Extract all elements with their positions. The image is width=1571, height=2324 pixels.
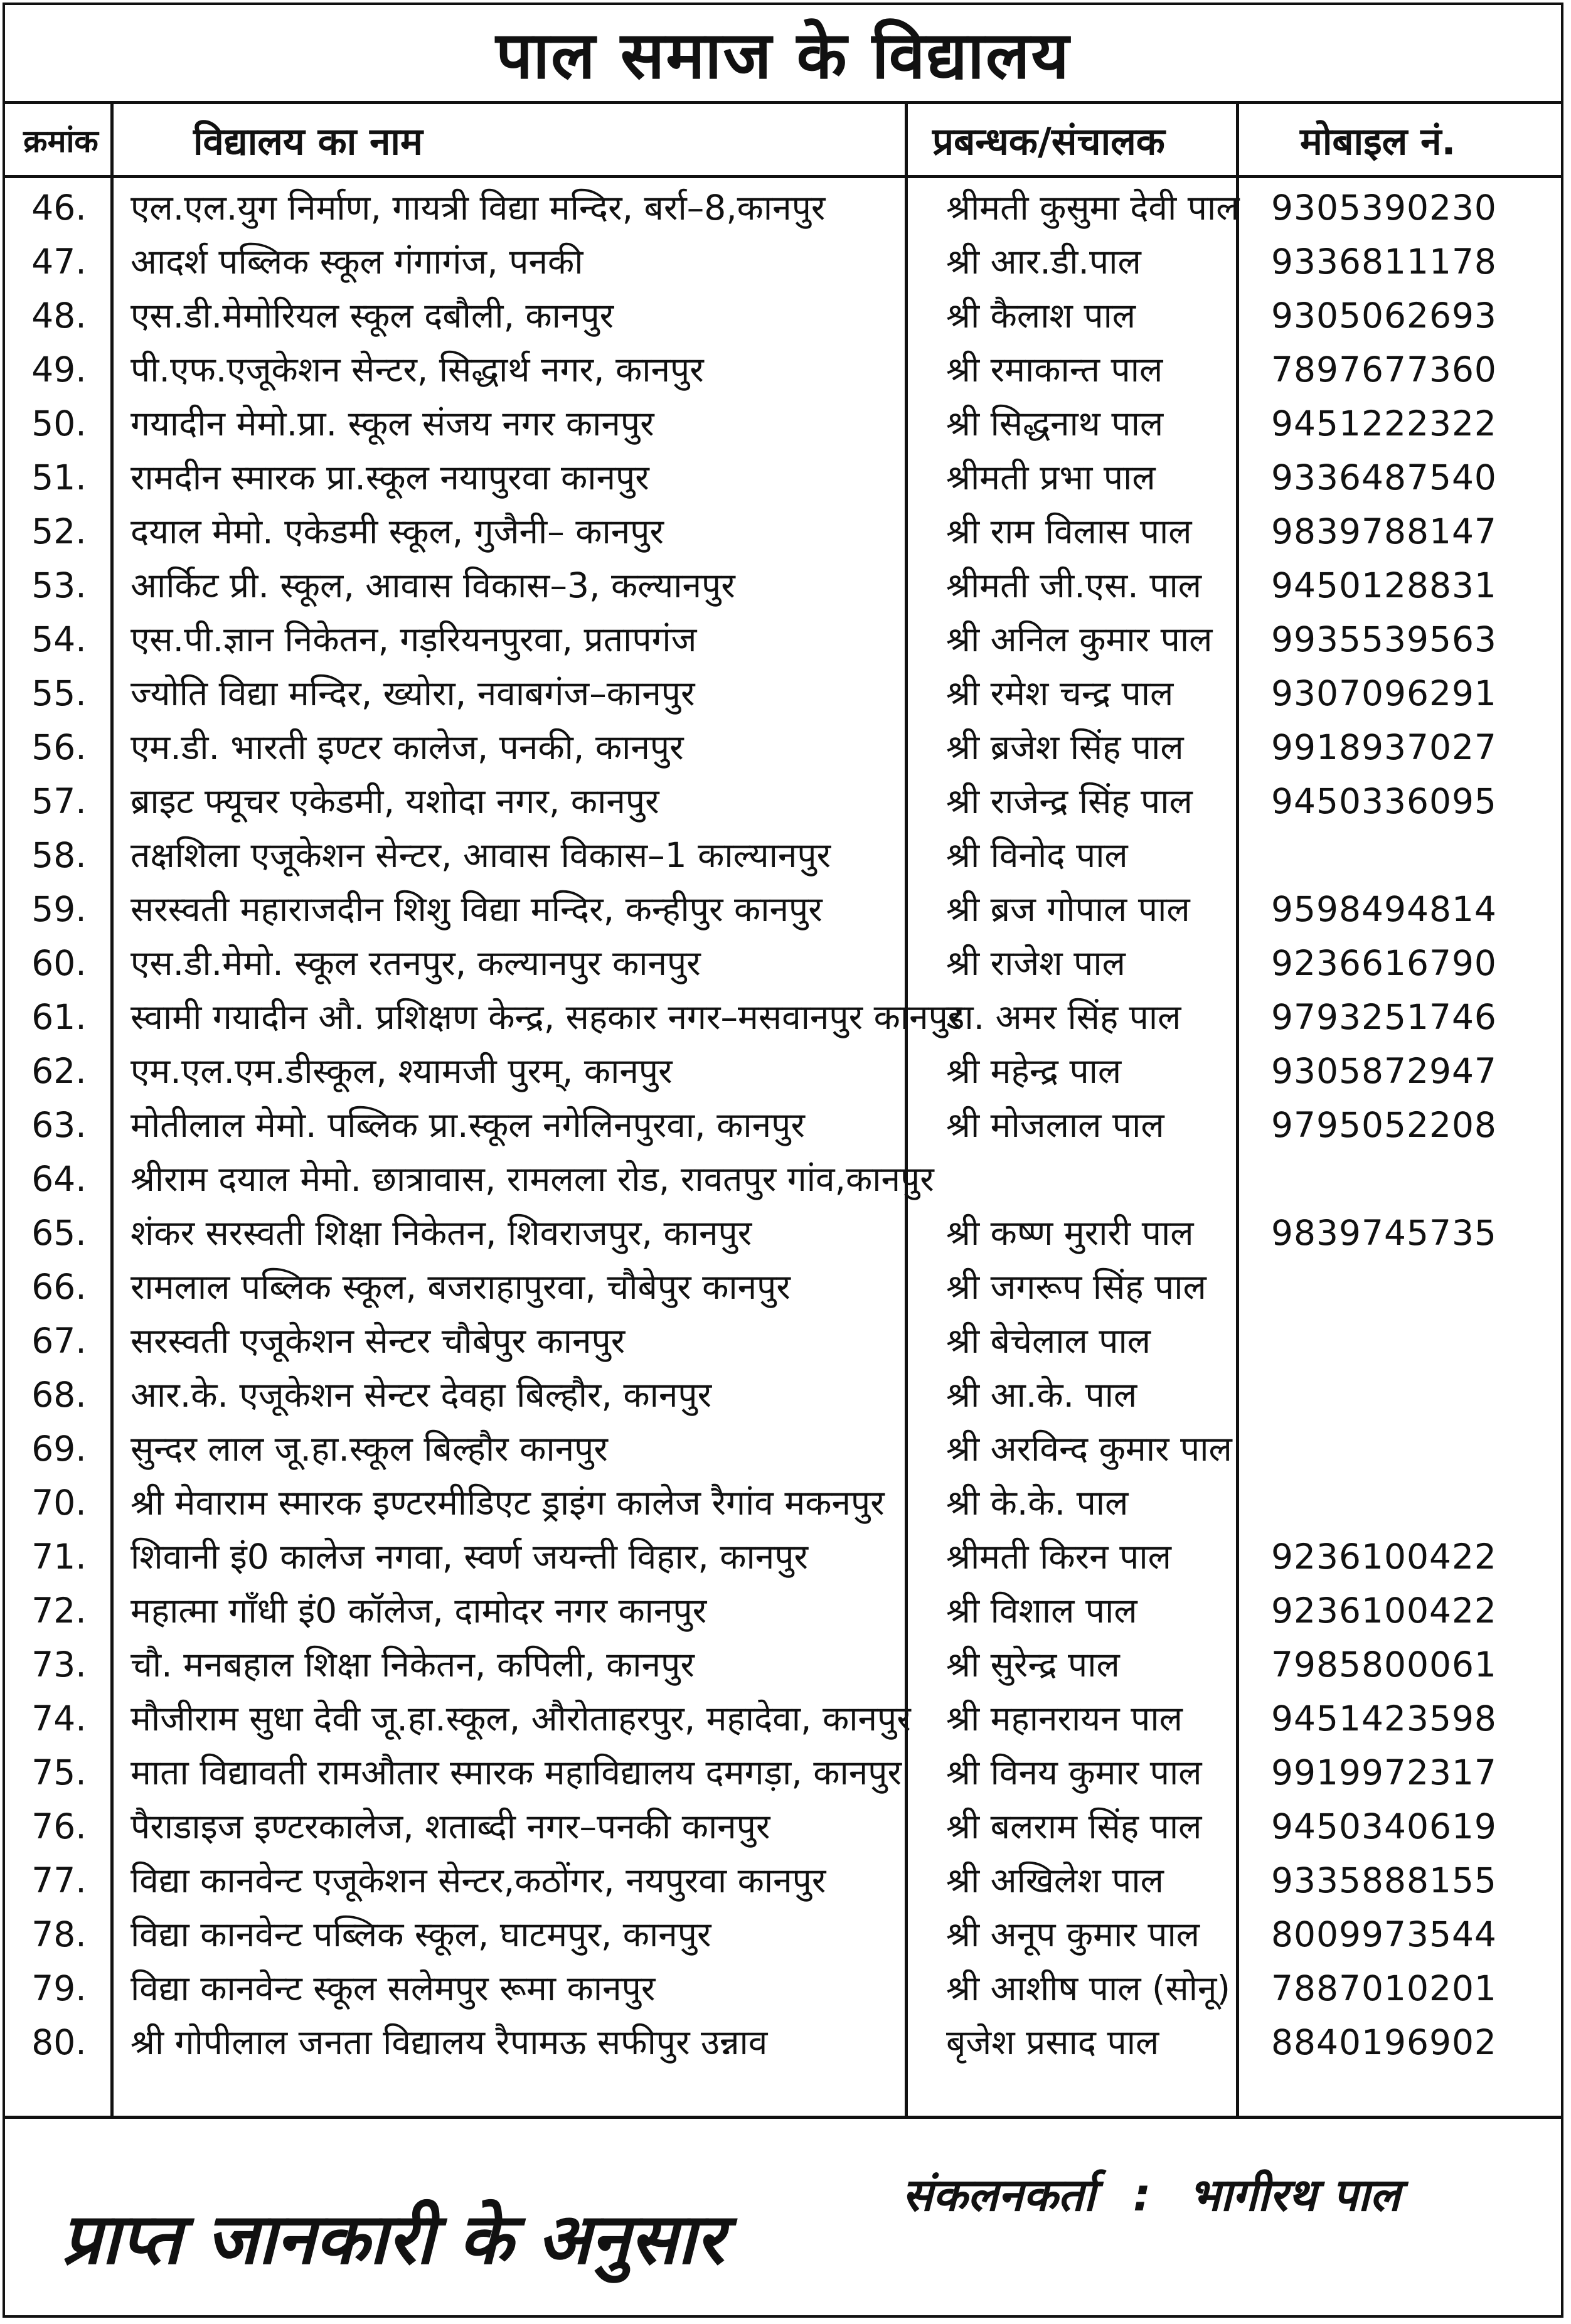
table-row xyxy=(5,1746,1561,1799)
row-manager: श्री आशीष पाल (सोनू) xyxy=(946,1968,1230,2008)
row-manager: श्री मोजलाल पाल xyxy=(946,1105,1164,1145)
row-manager: श्री बेचेलाल पाल xyxy=(946,1321,1151,1361)
row-mobile: 9839788147 xyxy=(1271,511,1497,552)
compiler-label: संकलनकर्ता xyxy=(902,2168,1095,2221)
compiler-credit xyxy=(902,2163,1400,2224)
row-school-name: श्रीराम दयाल मेमो. छात्रावास, रामलला रोड, रावतपुर गांव,कानपुर xyxy=(130,1159,934,1199)
row-manager: श्री विनोद पाल xyxy=(946,835,1128,875)
table-row xyxy=(5,1206,1561,1260)
table-row xyxy=(5,612,1561,666)
row-manager: श्री राजेश पाल xyxy=(946,943,1126,983)
row-serial-number: 52. xyxy=(31,511,87,552)
table-row xyxy=(5,235,1561,289)
row-manager: श्री आ.के. पाल xyxy=(946,1375,1137,1415)
row-school-name: एम.डी. भारती इण्टर कालेज, पनकी, कानपुर xyxy=(130,727,684,767)
row-serial-number: 76. xyxy=(31,1806,87,1847)
row-school-name: महात्मा गाँधी इं0 कॉलेज, दामोदर नगर कानपुर xyxy=(130,1591,707,1631)
row-mobile: 7985800061 xyxy=(1271,1644,1497,1685)
row-school-name: स्वामी गयादीन औ. प्रशिक्षण केन्द्र, सहकार नगर–मसवानपुर कानपुर xyxy=(130,997,962,1037)
row-mobile: 9236100422 xyxy=(1271,1591,1497,1631)
row-manager: श्रीमती जी.एस. पाल xyxy=(946,565,1202,605)
table-row xyxy=(5,504,1561,558)
row-mobile: 9236100422 xyxy=(1271,1537,1497,1577)
row-school-name: रामदीन स्मारक प्रा.स्कूल नयापुरवा कानपुर xyxy=(130,457,649,498)
table-row xyxy=(5,343,1561,397)
row-manager: श्री सुरेन्द्र पाल xyxy=(946,1644,1120,1685)
row-serial-number: 78. xyxy=(31,1914,87,1954)
footer xyxy=(5,2116,1561,2315)
row-serial-number: 77. xyxy=(31,1860,87,1900)
row-mobile: 9236616790 xyxy=(1271,943,1497,983)
row-manager: बृजेश प्रसाद पाल xyxy=(946,2022,1159,2062)
header-manager: प्रबन्धक/संचालक xyxy=(932,119,1165,164)
row-school-name: शंकर सरस्वती शिक्षा निकेतन, शिवराजपुर, कानपुर xyxy=(130,1213,752,1253)
row-serial-number: 51. xyxy=(31,457,87,498)
row-serial-number: 54. xyxy=(31,619,87,659)
row-mobile: 7897677360 xyxy=(1271,349,1497,390)
table-row xyxy=(5,1152,1561,1206)
row-serial-number: 61. xyxy=(31,997,87,1037)
row-school-name: चौ. मनबहाल शिक्षा निकेतन, कपिली, कानपुर xyxy=(130,1644,695,1685)
row-serial-number: 62. xyxy=(31,1051,87,1091)
row-serial-number: 55. xyxy=(31,673,87,713)
table-row xyxy=(5,666,1561,720)
row-mobile: 9305872947 xyxy=(1271,1051,1497,1091)
row-serial-number: 50. xyxy=(31,403,87,444)
table-row xyxy=(5,828,1561,882)
row-school-name: दयाल मेमो. एकेडमी स्कूल, गुजैनी– कानपुर xyxy=(130,511,664,552)
row-school-name: माता विद्यावती रामऔतार स्मारक महाविद्यालय दमगड़ा, कानपुर xyxy=(130,1752,902,1793)
compiler-name: भागीरथ पाल xyxy=(1188,2168,1400,2221)
row-manager: श्री राजेन्द्र सिंह पाल xyxy=(946,781,1193,821)
row-serial-number: 73. xyxy=(31,1644,87,1685)
table-row xyxy=(5,2015,1561,2069)
page-title: पाल समाज के विद्यालय xyxy=(5,5,1561,104)
row-serial-number: 67. xyxy=(31,1321,87,1361)
table-row xyxy=(5,181,1561,235)
row-mobile: 8840196902 xyxy=(1271,2022,1497,2062)
table-row xyxy=(5,1638,1561,1692)
row-serial-number: 60. xyxy=(31,943,87,983)
row-mobile: 9450336095 xyxy=(1271,781,1497,821)
row-manager: श्री ब्रजेश सिंह पाल xyxy=(946,727,1184,767)
row-mobile: 9305062693 xyxy=(1271,296,1497,336)
row-mobile: 9336487540 xyxy=(1271,457,1497,498)
table-row xyxy=(5,450,1561,504)
row-school-name: एम.एल.एम.डीस्कूल, श्यामजी पुरम्, कानपुर xyxy=(130,1051,673,1091)
row-school-name: आर्किट प्री. स्कूल, आवास विकास–3, कल्यानपुर xyxy=(130,565,735,605)
row-manager: श्री रमेश चन्द्र पाल xyxy=(946,673,1174,713)
row-manager: श्री बलराम सिंह पाल xyxy=(946,1806,1202,1847)
table-row xyxy=(5,1314,1561,1368)
table-row xyxy=(5,397,1561,450)
row-mobile: 9839745735 xyxy=(1271,1213,1497,1253)
row-school-name: विद्या कानवेन्ट स्कूल सलेमपुर रूमा कानपुर xyxy=(130,1968,656,2008)
row-serial-number: 71. xyxy=(31,1537,87,1577)
row-mobile: 9795052208 xyxy=(1271,1105,1497,1145)
table-row xyxy=(5,1422,1561,1476)
row-school-name: एल.एल.युग निर्माण, गायत्री विद्या मन्दिर, बर्रा–8,कानपुर xyxy=(130,188,826,228)
row-serial-number: 74. xyxy=(31,1698,87,1739)
row-serial-number: 57. xyxy=(31,781,87,821)
row-manager: श्री कष्ण मुरारी पाल xyxy=(946,1213,1194,1253)
table-row xyxy=(5,936,1561,990)
row-mobile: 9450340619 xyxy=(1271,1806,1497,1847)
table-row xyxy=(5,1368,1561,1422)
row-manager: श्री कैलाश पाल xyxy=(946,296,1136,336)
compiler-colon: : xyxy=(1132,2168,1151,2221)
header-serial-number: क्रमांक xyxy=(23,122,99,159)
row-school-name: एस.डी.मेमोरियल स्कूल दबौली, कानपुर xyxy=(130,296,614,336)
row-school-name: पी.एफ.एजूकेशन सेन्टर, सिद्धार्थ नगर, कानपुर xyxy=(130,349,704,390)
table-row xyxy=(5,774,1561,828)
row-manager: श्रीमती किरन पाल xyxy=(946,1537,1171,1577)
row-mobile: 9450128831 xyxy=(1271,565,1497,605)
row-serial-number: 47. xyxy=(31,242,87,282)
row-manager: श्री राम विलास पाल xyxy=(946,511,1192,552)
row-manager: श्री महेन्द्र पाल xyxy=(946,1051,1122,1091)
row-manager: श्री आर.डी.पाल xyxy=(946,242,1141,282)
row-manager: श्री विनय कुमार पाल xyxy=(946,1752,1202,1793)
row-manager: श्री महानरायन पाल xyxy=(946,1698,1183,1739)
table-row xyxy=(5,1260,1561,1314)
row-serial-number: 59. xyxy=(31,889,87,929)
row-serial-number: 68. xyxy=(31,1375,87,1415)
table-row xyxy=(5,1961,1561,2015)
row-serial-number: 56. xyxy=(31,727,87,767)
table-row xyxy=(5,882,1561,936)
row-serial-number: 63. xyxy=(31,1105,87,1145)
row-manager: श्री ब्रज गोपाल पाल xyxy=(946,889,1190,929)
row-serial-number: 58. xyxy=(31,835,87,875)
row-serial-number: 70. xyxy=(31,1483,87,1523)
row-school-name: ज्योति विद्या मन्दिर, ख्योरा, नवाबगंज–कानपुर xyxy=(130,673,695,713)
row-school-name: आर.के. एजूकेशन सेन्टर देवहा बिल्हौर, कानपुर xyxy=(130,1375,712,1415)
table-row xyxy=(5,1907,1561,1961)
row-manager: श्री विशाल पाल xyxy=(946,1591,1137,1631)
row-mobile: 9793251746 xyxy=(1271,997,1497,1037)
row-serial-number: 46. xyxy=(31,188,87,228)
row-mobile: 9307096291 xyxy=(1271,673,1497,713)
row-school-name: आदर्श पब्लिक स्कूल गंगागंज, पनकी xyxy=(130,242,583,282)
header-school-name: विद्यालय का नाम xyxy=(193,119,423,164)
table-row xyxy=(5,1692,1561,1746)
table-row xyxy=(5,1044,1561,1098)
row-manager: श्रीमती प्रभा पाल xyxy=(946,457,1156,498)
row-school-name: श्री गोपीलाल जनता विद्यालय रैपामऊ सफीपुर उन्नाव xyxy=(130,2022,768,2062)
row-manager: श्री सिद्धनाथ पाल xyxy=(946,403,1164,444)
table-row xyxy=(5,1098,1561,1152)
row-manager: डा. अमर सिंह पाल xyxy=(946,997,1181,1037)
row-manager: श्री अखिलेश पाल xyxy=(946,1860,1164,1900)
row-mobile: 9935539563 xyxy=(1271,619,1497,659)
row-serial-number: 49. xyxy=(31,349,87,390)
row-serial-number: 79. xyxy=(31,1968,87,2008)
row-serial-number: 65. xyxy=(31,1213,87,1253)
table-row xyxy=(5,720,1561,774)
row-school-name: पैराडाइज इण्टरकालेज, शताब्दी नगर–पनकी कानपुर xyxy=(130,1806,770,1847)
row-school-name: मौजीराम सुधा देवी जू.हा.स्कूल, औरोताहरपुर, महादेवा, कानपुर xyxy=(130,1698,911,1739)
row-manager: श्री जगरूप सिंह पाल xyxy=(946,1267,1206,1307)
row-school-name: विद्या कानवेन्ट पब्लिक स्कूल, घाटमपुर, कानपुर xyxy=(130,1914,711,1954)
table-row xyxy=(5,1584,1561,1638)
table-row xyxy=(5,1853,1561,1907)
table-row xyxy=(5,990,1561,1044)
row-mobile: 9919972317 xyxy=(1271,1752,1497,1793)
row-serial-number: 72. xyxy=(31,1591,87,1631)
row-manager: श्री अनूप कुमार पाल xyxy=(946,1914,1200,1954)
row-mobile: 7887010201 xyxy=(1271,1968,1497,2008)
row-serial-number: 75. xyxy=(31,1752,87,1793)
row-school-name: मोतीलाल मेमो. पब्लिक प्रा.स्कूल नगेलिनपुरवा, कानपुर xyxy=(130,1105,805,1145)
row-mobile: 9598494814 xyxy=(1271,889,1497,929)
table-row xyxy=(5,289,1561,343)
row-school-name: सुन्दर लाल जू.हा.स्कूल बिल्हौर कानपुर xyxy=(130,1429,608,1469)
row-serial-number: 48. xyxy=(31,296,87,336)
table-row xyxy=(5,1476,1561,1530)
table-row xyxy=(5,1530,1561,1584)
row-mobile: 9451222322 xyxy=(1271,403,1497,444)
header-mobile: मोबाइल नं. xyxy=(1300,119,1456,164)
table-row xyxy=(5,558,1561,612)
table-row xyxy=(5,1799,1561,1853)
row-serial-number: 66. xyxy=(31,1267,87,1307)
row-school-name: श्री मेवाराम स्मारक इण्टरमीडिएट ड्राइंग कालेज रैगांव मकनपुर xyxy=(130,1483,885,1523)
row-mobile: 9336811178 xyxy=(1271,242,1497,282)
row-school-name: रामलाल पब्लिक स्कूल, बजराहापुरवा, चौबेपुर कानपुर xyxy=(130,1267,791,1307)
source-note: प्राप्त जानकारी के अनुसार xyxy=(61,2199,725,2280)
row-serial-number: 69. xyxy=(31,1429,87,1469)
row-mobile: 9335888155 xyxy=(1271,1860,1497,1900)
row-manager: श्री अरविन्द कुमार पाल xyxy=(946,1429,1232,1469)
row-manager: श्री के.के. पाल xyxy=(946,1483,1129,1523)
row-school-name: विद्या कानवेन्ट एजूकेशन सेन्टर,कठोंगर, नयपुरवा कानपुर xyxy=(130,1860,826,1900)
row-school-name: एस.पी.ज्ञान निकेतन, गड़रियनपुरवा, प्रतापगंज xyxy=(130,619,697,659)
document-page xyxy=(3,3,1563,2318)
row-manager: श्री रमाकान्त पाल xyxy=(946,349,1163,390)
row-school-name: गयादीन मेमो.प्रा. स्कूल संजय नगर कानपुर xyxy=(130,403,654,444)
row-school-name: तक्षशिला एजूकेशन सेन्टर, आवास विकास–1 काल्यानपुर xyxy=(130,835,831,875)
row-school-name: सरस्वती एजूकेशन सेन्टर चौबेपुर कानपुर xyxy=(130,1321,626,1361)
row-mobile: 8009973544 xyxy=(1271,1914,1497,1954)
row-school-name: ब्राइट फ्यूचर एकेडमी, यशोदा नगर, कानपुर xyxy=(130,781,659,821)
row-school-name: सरस्वती महाराजदीन शिशु विद्या मन्दिर, कन्हीपुर कानपुर xyxy=(130,889,823,929)
row-mobile: 9305390230 xyxy=(1271,188,1497,228)
table-header xyxy=(5,104,1561,178)
row-school-name: एस.डी.मेमो. स्कूल रतनपुर, कल्यानपुर कानपुर xyxy=(130,943,701,983)
row-manager: श्रीमती कुसुमा देवी पाल xyxy=(946,188,1240,228)
row-mobile: 9451423598 xyxy=(1271,1698,1497,1739)
row-serial-number: 53. xyxy=(31,565,87,605)
row-serial-number: 80. xyxy=(31,2022,87,2062)
row-school-name: शिवानी इं0 कालेज नगवा, स्वर्ण जयन्ती विहार, कानपुर xyxy=(130,1537,808,1577)
row-serial-number: 64. xyxy=(31,1159,87,1199)
row-manager: श्री अनिल कुमार पाल xyxy=(946,619,1213,659)
row-mobile: 9918937027 xyxy=(1271,727,1497,767)
